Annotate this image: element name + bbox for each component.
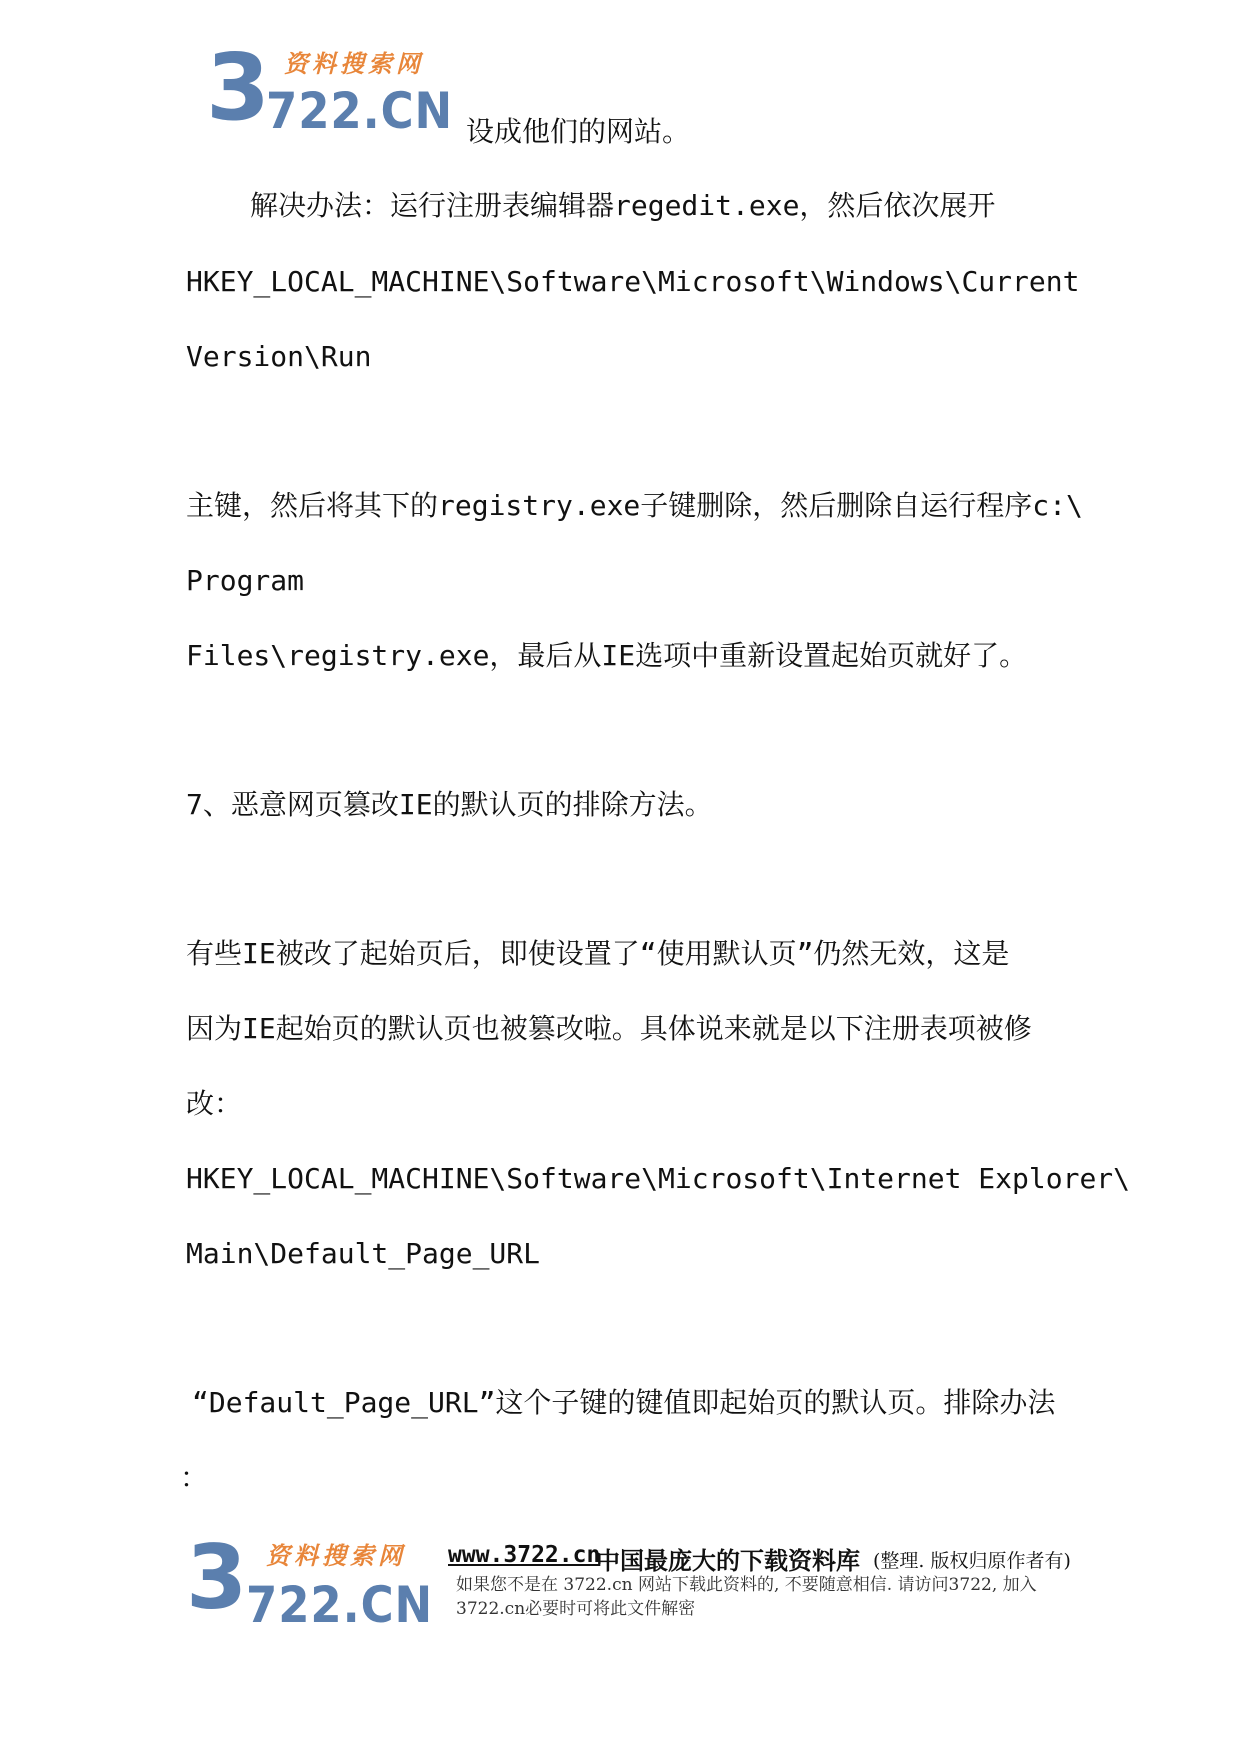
footer-logo bbox=[186, 1526, 436, 1634]
footer-url-link[interactable]: www.3722.cn bbox=[448, 1542, 601, 1568]
continued-text: 设成他们的网站。 bbox=[466, 115, 691, 148]
body-line: Files\registry.exe，最后从IE选项中重新设置起始页就好了。 bbox=[186, 639, 1028, 672]
footer-line-2: 如果您不是在 3722.cn 网站下载此资料的, 不要随意相信. 请访问3722, 加入 bbox=[456, 1575, 1037, 1595]
section-heading: 7、恶意网页篡改IE的默认页的排除方法。 bbox=[186, 788, 713, 821]
body-line: 主键，然后将其下的registry.exe子键删除，然后删除自运行程序c:\ bbox=[186, 489, 1083, 522]
body-line: 因为IE起始页的默认页也被篡改啦。具体说来就是以下注册表项被修 bbox=[186, 1012, 1032, 1045]
body-line: Main\Default_Page_URL bbox=[186, 1237, 541, 1270]
footer-title: 中国最庞大的下载资料库 bbox=[596, 1547, 860, 1575]
header-logo bbox=[206, 34, 456, 141]
body-line: 改： bbox=[186, 1087, 243, 1120]
body-line: 有些IE被改了起始页后，即使设置了“使用默认页”仍然无效，这是 bbox=[186, 937, 1010, 970]
logo-digit: 3 bbox=[206, 34, 271, 141]
body-line: HKEY_LOCAL_MACHINE\Software\Microsoft\Internet Explorer\ bbox=[186, 1162, 1131, 1195]
logo-number: 722.CN bbox=[246, 1576, 434, 1634]
body-line: HKEY_LOCAL_MACHINE\Software\Microsoft\Windows\Current bbox=[186, 265, 1080, 298]
logo-slogan: 资料搜索网 bbox=[266, 1541, 406, 1570]
footer-line-3: 3722.cn必要时可将此文件解密 bbox=[456, 1599, 696, 1619]
logo-slogan: 资料搜索网 bbox=[284, 49, 424, 78]
footer-note: (整理. 版权归原作者有) bbox=[873, 1550, 1071, 1572]
body-line: “Default_Page_URL”这个子键的键值即起始页的默认页。排除办法 bbox=[192, 1386, 1056, 1419]
logo-digit: 3 bbox=[186, 1526, 248, 1629]
body-line: Version\Run bbox=[186, 340, 372, 373]
body-line: 解决办法：运行注册表编辑器regedit.exe，然后依次展开 bbox=[250, 189, 996, 222]
body-line: ： bbox=[180, 1461, 209, 1494]
logo-number: 722.CN bbox=[266, 82, 454, 140]
body-line: Program bbox=[186, 564, 305, 597]
